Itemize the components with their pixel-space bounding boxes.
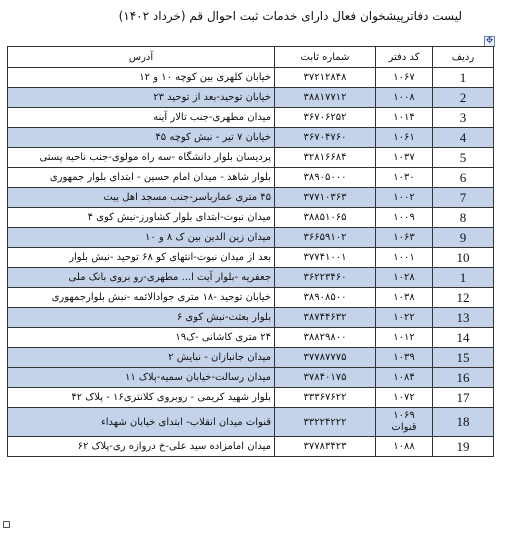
table-row [8,108,494,128]
cell-address: میدان مطهری-جنب تالار آینه [8,108,275,128]
cell-office-code: ۱۰۰۲ [376,188,433,208]
cell-office-code: ۱۰۸۸ [376,437,433,457]
table-row [8,437,494,457]
cell-registration-number: ۳۶۷۰۴۷۶۰ [275,128,376,148]
table-row [8,388,494,408]
cell-address: خیابان توحید-بعد از توحید ۲۳ [8,88,275,108]
cell-row-number: 5 [433,148,494,168]
cell-address: جعفریه -بلوار آیت ا... مطهری-رو بروی بانک ملی [8,268,275,288]
cell-row-number: 1 [433,268,494,288]
cell-registration-number: ۳۳۲۲۴۲۲۲ [275,408,376,437]
header-office-code: کد دفتر [376,47,433,68]
cell-address: ۴۵ متری عمارباسر-جنب مسجد اهل بیت [8,188,275,208]
cell-address: پردیسان بلوار دانشگاه -سه راه مولوی-جنب ناحیه پستی [8,148,275,168]
cell-row-number: 7 [433,188,494,208]
cell-address: بعد از میدان نبوت-انتهای کو ۶۸ توحید -نبش بلوار [8,248,275,268]
cell-address: خیابان توحید -۱۸ متری جوادالائمه -نبش بلوارجمهوری [8,288,275,308]
cell-office-code: ۱۰۶۳ [376,228,433,248]
table-move-handle-icon[interactable]: ✥ [485,36,494,46]
cell-address: بلوار شهید کریمی - روبروی کلانتری۱۶ - پلاک ۴۲ [8,388,275,408]
cell-address: میدان رسالت-خیابان سمیه-پلاک ۱۱ [8,368,275,388]
cell-registration-number: ۳۶۷۰۶۲۵۲ [275,108,376,128]
document-title: لیست دفاترپیشخوان فعال دارای خدمات ثبت احوال قم (خرداد ۱۴۰۲) [118,9,462,23]
table-body [8,68,494,457]
cell-row-number: 1 [433,68,494,88]
cell-registration-number: ۳۷۷۴۱۰۰۱ [275,248,376,268]
cell-office-code: ۱۰۰۱ [376,248,433,268]
cell-registration-number: ۳۷۷۸۷۷۷۵ [275,348,376,368]
cell-address: خیابان کلهری بین کوچه ۱۰ و ۱۲ [8,68,275,88]
cell-address: میدان امامزاده سید علی-خ دروازه ری-پلاک ۶۲ [8,437,275,457]
cell-office-code: ۱۰۳۷ [376,148,433,168]
header-address: آدرس [8,47,275,68]
cell-office-code: ۱۰۳۰ [376,168,433,188]
cell-row-number: 12 [433,288,494,308]
table-row [8,368,494,388]
cell-row-number: 9 [433,228,494,248]
cell-office-code: ۱۰۱۲ [376,328,433,348]
cell-address: میدان نبوت-ابتدای بلوار کشاورز-نبش کوی ۴ [8,208,275,228]
cell-office-code: ۱۰۷۲ [376,388,433,408]
cell-registration-number: ۳۸۹۰۵۰۰۰ [275,168,376,188]
cell-address: بلوار بعثت-نبش کوی ۶ [8,308,275,328]
table-row [8,188,494,208]
cell-registration-number: ۳۸۹۰۸۵۰۰ [275,288,376,308]
cell-row-number: 14 [433,328,494,348]
cell-office-code: ۱۰۸۴ [376,368,433,388]
cell-address: بلوار شاهد - میدان امام حسین - ابتدای بلوار جمهوری [8,168,275,188]
cell-office-code: ۱۰۶۱ [376,128,433,148]
cell-row-number: 19 [433,437,494,457]
cell-address: خیابان ۷ تیر - نبش کوچه ۴۵ [8,128,275,148]
cell-registration-number: ۳۷۸۴۰۱۷۵ [275,368,376,388]
cell-row-number: 17 [433,388,494,408]
cell-office-code: ۱۰۳۹ [376,348,433,368]
cell-row-number: 6 [433,168,494,188]
table-row [8,328,494,348]
cell-office-code: ۱۰۱۴ [376,108,433,128]
cell-address: میدان جانبازان - نبایش ۲ [8,348,275,368]
cell-row-number: 8 [433,208,494,228]
table-row [8,128,494,148]
table-row [8,268,494,288]
cell-registration-number: ۳۸۸۵۱۰۶۵ [275,208,376,228]
table-row [8,68,494,88]
cell-registration-number: ۳۶۲۲۳۴۶۰ [275,268,376,288]
cell-row-number: 18 [433,408,494,437]
header-row-number: ردیف [433,47,494,68]
offices-table [7,46,494,457]
table-row [8,288,494,308]
office-code-value: ۱۰۶۹ [393,410,415,421]
table-row [8,148,494,168]
table-resize-handle[interactable] [3,521,10,528]
cell-registration-number: ۳۶۶۵۹۱۰۲ [275,228,376,248]
cell-row-number: 13 [433,308,494,328]
table-row [8,248,494,268]
cell-row-number: 10 [433,248,494,268]
cell-registration-number: ۳۷۷۱۰۳۶۳ [275,188,376,208]
header-registration-number: شماره ثابت [275,47,376,68]
cell-address: ۲۴ متری کاشانی -ک۱۹ [8,328,275,348]
office-code-note: قنوات [391,422,417,433]
cell-office-code: ۱۰۶۷ [376,68,433,88]
table-row [8,348,494,368]
cell-row-number: 15 [433,348,494,368]
cell-office-code [376,408,433,437]
cell-registration-number: ۳۲۸۱۶۶۸۴ [275,148,376,168]
cell-registration-number: ۳۳۳۶۷۶۲۲ [275,388,376,408]
cell-registration-number: ۳۸۸۲۹۸۰۰ [275,328,376,348]
cell-row-number: 2 [433,88,494,108]
table-row [8,88,494,108]
cell-registration-number: ۳۷۲۱۲۸۴۸ [275,68,376,88]
table-row [8,308,494,328]
cell-office-code: ۱۰۲۲ [376,308,433,328]
cell-registration-number: ۳۷۷۸۳۴۲۳ [275,437,376,457]
cell-office-code: ۱۰۰۸ [376,88,433,108]
cell-row-number: 3 [433,108,494,128]
cell-registration-number: ۳۸۷۴۴۶۳۲ [275,308,376,328]
cell-registration-number: ۳۸۸۱۷۷۱۲ [275,88,376,108]
cell-row-number: 4 [433,128,494,148]
cell-address: قنوات میدان انقلاب- ابتدای خیابان شهداء [8,408,275,437]
cell-address: میدان زین الدین بین ک ۸ و ۱۰ [8,228,275,248]
cell-office-code: ۱۰۳۸ [376,288,433,308]
cell-office-code: ۱۰۰۹ [376,208,433,228]
table-row [8,208,494,228]
table-header-row [8,47,494,68]
table-row [8,408,494,437]
cell-office-code: ۱۰۲۸ [376,268,433,288]
table-row [8,168,494,188]
table-row [8,228,494,248]
cell-row-number: 16 [433,368,494,388]
